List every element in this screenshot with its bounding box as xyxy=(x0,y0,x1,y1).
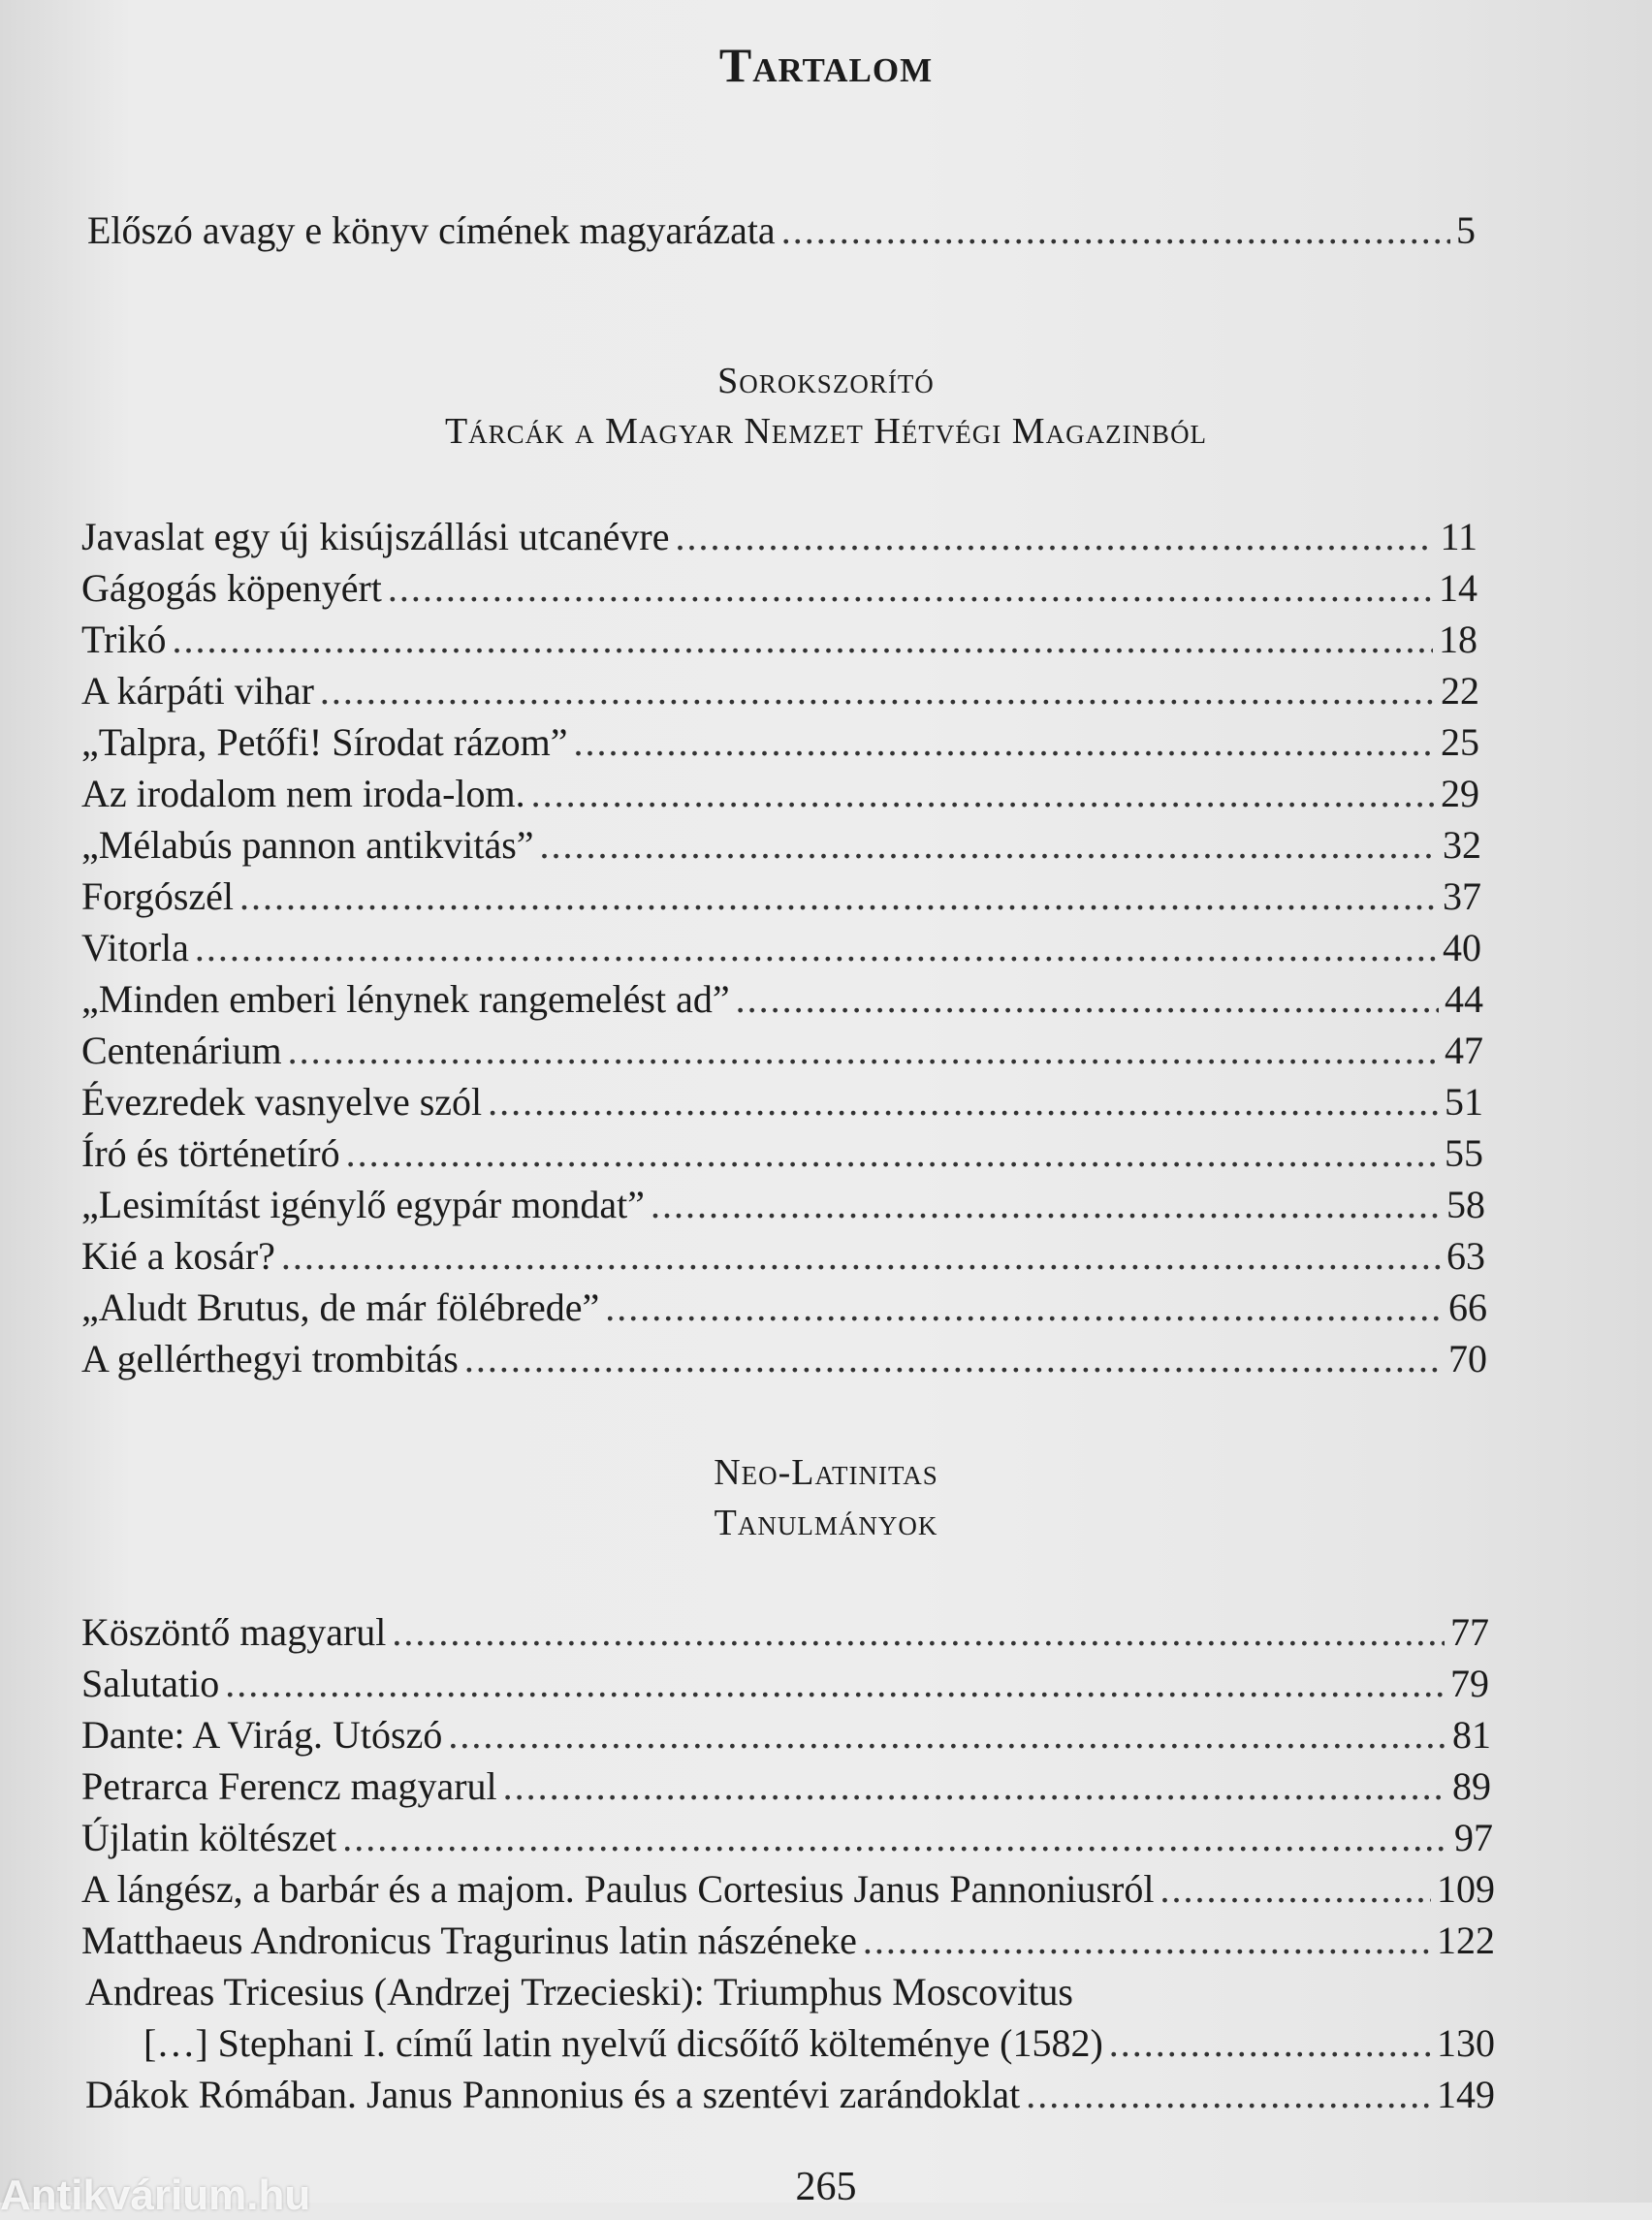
toc-entry-page: 66 xyxy=(1448,1285,1487,1329)
dot-leader xyxy=(288,1026,1439,1076)
toc-entry-page: 55 xyxy=(1445,1131,1483,1175)
toc-entry xyxy=(81,1283,1487,1333)
toc-entry-title: A lángész, a barbár és a majom. Paulus Cortesius Janus Pannoniusról xyxy=(81,1867,1155,1911)
dot-leader xyxy=(195,923,1437,973)
toc-entry-title: „Mélabús pannon antikvitás” xyxy=(81,823,534,867)
toc-entry-title: Évezredek vasnyelve szól xyxy=(81,1080,483,1124)
toc-entry-page: 130 xyxy=(1437,2021,1495,2065)
toc-entry xyxy=(81,769,1479,819)
toc-entry xyxy=(81,820,1481,871)
dot-leader xyxy=(1026,2070,1431,2120)
dot-leader xyxy=(172,615,1433,665)
toc-entry-title: Köszöntő magyarul xyxy=(81,1610,387,1654)
toc-entry-page: 32 xyxy=(1443,823,1481,867)
toc-entry-page: 58 xyxy=(1446,1183,1485,1226)
toc-entry-title: Trikó xyxy=(81,618,167,661)
toc-entry-title: Az irodalom nem iroda-lom. xyxy=(81,772,525,815)
toc-entry xyxy=(81,1864,1495,1915)
toc-entry xyxy=(81,1710,1491,1760)
dot-leader xyxy=(540,820,1437,871)
toc-entry xyxy=(81,1813,1493,1863)
page-number: 265 xyxy=(795,2165,857,2209)
toc-entry xyxy=(81,717,1479,768)
dot-leader xyxy=(1160,1864,1431,1915)
dot-leader xyxy=(388,563,1433,614)
dot-leader xyxy=(281,1231,1441,1282)
dot-leader xyxy=(488,1077,1439,1127)
dot-leader xyxy=(675,512,1434,562)
dot-leader xyxy=(464,1334,1443,1384)
toc-entry xyxy=(81,1026,1483,1076)
toc-entry xyxy=(85,2070,1495,2120)
toc-entry-page: 70 xyxy=(1448,1337,1487,1380)
toc-entry xyxy=(81,615,1477,665)
toc-entry-title: Író és történetíró xyxy=(81,1131,340,1175)
dot-leader xyxy=(320,666,1435,716)
toc-entry-page: 37 xyxy=(1443,874,1481,918)
toc-entry xyxy=(81,1659,1489,1709)
toc-entry xyxy=(81,974,1483,1025)
dot-leader xyxy=(225,1659,1445,1709)
toc-entry xyxy=(81,1916,1495,1966)
toc-entry-page: 11 xyxy=(1440,515,1477,558)
toc-entry-title: A kárpáti vihar xyxy=(81,669,314,713)
toc-entry-title: Kié a kosár? xyxy=(81,1234,275,1278)
toc-entry-page: 44 xyxy=(1445,977,1483,1021)
dot-leader xyxy=(503,1761,1446,1812)
toc-entry-title: Dante: A Virág. Utószó xyxy=(81,1713,443,1757)
section-heading: Neo-Latinitas xyxy=(714,1452,938,1493)
dot-leader xyxy=(781,206,1450,256)
watermark: Antikvárium.hu xyxy=(0,2172,311,2219)
toc-entry-title: A gellérthegyi trombitás xyxy=(81,1337,459,1380)
toc-entry-title: Gágogás köpenyért xyxy=(81,566,382,610)
toc-entry-title: „Aludt Brutus, de már fölébrede” xyxy=(81,1285,600,1329)
dot-leader xyxy=(531,769,1435,819)
dot-leader xyxy=(392,1607,1445,1658)
toc-entry xyxy=(81,1334,1487,1384)
dot-leader xyxy=(239,872,1437,922)
toc-entry-page: 25 xyxy=(1441,720,1479,764)
section-subheading: Tanulmányok xyxy=(714,1503,938,1543)
toc-entry xyxy=(81,1231,1485,1282)
toc-entry-title: „Lesimítást igénylő egypár mondat” xyxy=(81,1183,645,1226)
toc-entry-title: Javaslat egy új kisújszállási utcanévre xyxy=(81,515,670,558)
toc-entry-page: 40 xyxy=(1443,926,1481,969)
section-subheading: Tárcák a Magyar Nemzet Hétvégi Magazinból xyxy=(444,411,1208,452)
toc-entry-page: 14 xyxy=(1439,566,1477,610)
toc-entry-page: 77 xyxy=(1450,1610,1489,1654)
toc-entry-title: Petrarca Ferencz magyarul xyxy=(81,1764,497,1808)
toc-entry xyxy=(81,1077,1483,1127)
toc-entry xyxy=(81,512,1477,562)
dot-leader xyxy=(651,1180,1441,1230)
toc-entry xyxy=(81,1607,1489,1658)
toc-entry-title: Előszó avagy e könyv címének magyarázata xyxy=(87,208,776,252)
dot-leader xyxy=(346,1128,1439,1179)
toc-entry-page: 79 xyxy=(1450,1662,1489,1705)
toc-entry-page: 22 xyxy=(1441,669,1479,713)
toc-entry-title-line2: […] Stephani I. című latin nyelvű dicsőítő költeménye (1582) xyxy=(143,2021,1103,2065)
toc-entry xyxy=(143,2018,1495,2069)
toc-entry-title: Matthaeus Andronicus Tragurinus latin nászéneke xyxy=(81,1919,857,1962)
section-heading: Sorokszorító xyxy=(717,361,935,401)
toc-entry xyxy=(81,1128,1483,1179)
toc-entry-title: Salutatio xyxy=(81,1662,220,1705)
toc-entry xyxy=(81,563,1477,614)
toc-entry xyxy=(81,872,1481,922)
dot-leader xyxy=(448,1710,1446,1760)
dot-leader xyxy=(736,974,1439,1025)
toc-entry-title: Újlatin költészet xyxy=(81,1816,337,1859)
toc-entry-page: 47 xyxy=(1445,1029,1483,1072)
toc-entry-title: Forgószél xyxy=(81,874,235,918)
toc-entry-page: 63 xyxy=(1446,1234,1485,1278)
toc-entry-page: 122 xyxy=(1437,1919,1495,1962)
toc-entry-page: 18 xyxy=(1439,618,1477,661)
toc-entry-page: 81 xyxy=(1452,1713,1491,1757)
page-title: Tartalom xyxy=(718,38,934,92)
toc-entry-page: 5 xyxy=(1456,208,1476,252)
toc-entry xyxy=(81,923,1481,973)
dot-leader xyxy=(342,1813,1448,1863)
toc-entry-page: 109 xyxy=(1437,1867,1495,1911)
toc-entry-page: 149 xyxy=(1437,2073,1495,2116)
toc-entry-title-line1: Andreas Tricesius (Andrzej Trzecieski): Triumphus Moscovitus xyxy=(85,1970,1073,2014)
toc-entry-title: Centenárium xyxy=(81,1029,282,1072)
toc-entry-preface xyxy=(87,206,1476,256)
toc-entry xyxy=(81,1180,1485,1230)
dot-leader xyxy=(863,1916,1431,1966)
toc-entry xyxy=(81,1761,1491,1812)
toc-entry-page: 97 xyxy=(1454,1816,1493,1859)
toc-entry-page: 51 xyxy=(1445,1080,1483,1124)
toc-entry-title: „Talpra, Petőfi! Sírodat rázom” xyxy=(81,720,568,764)
toc-entry-title: Dákok Rómában. Janus Pannonius és a szentévi zarándoklat xyxy=(85,2073,1021,2116)
toc-entry-page: 89 xyxy=(1452,1764,1491,1808)
toc-entry xyxy=(81,666,1479,716)
toc-entry-page: 29 xyxy=(1441,772,1479,815)
toc-entry-title: Vitorla xyxy=(81,926,189,969)
dot-leader xyxy=(573,717,1435,768)
dot-leader xyxy=(1109,2018,1431,2069)
dot-leader xyxy=(605,1283,1443,1333)
toc-entry-title: „Minden emberi lénynek rangemelést ad” xyxy=(81,977,730,1021)
